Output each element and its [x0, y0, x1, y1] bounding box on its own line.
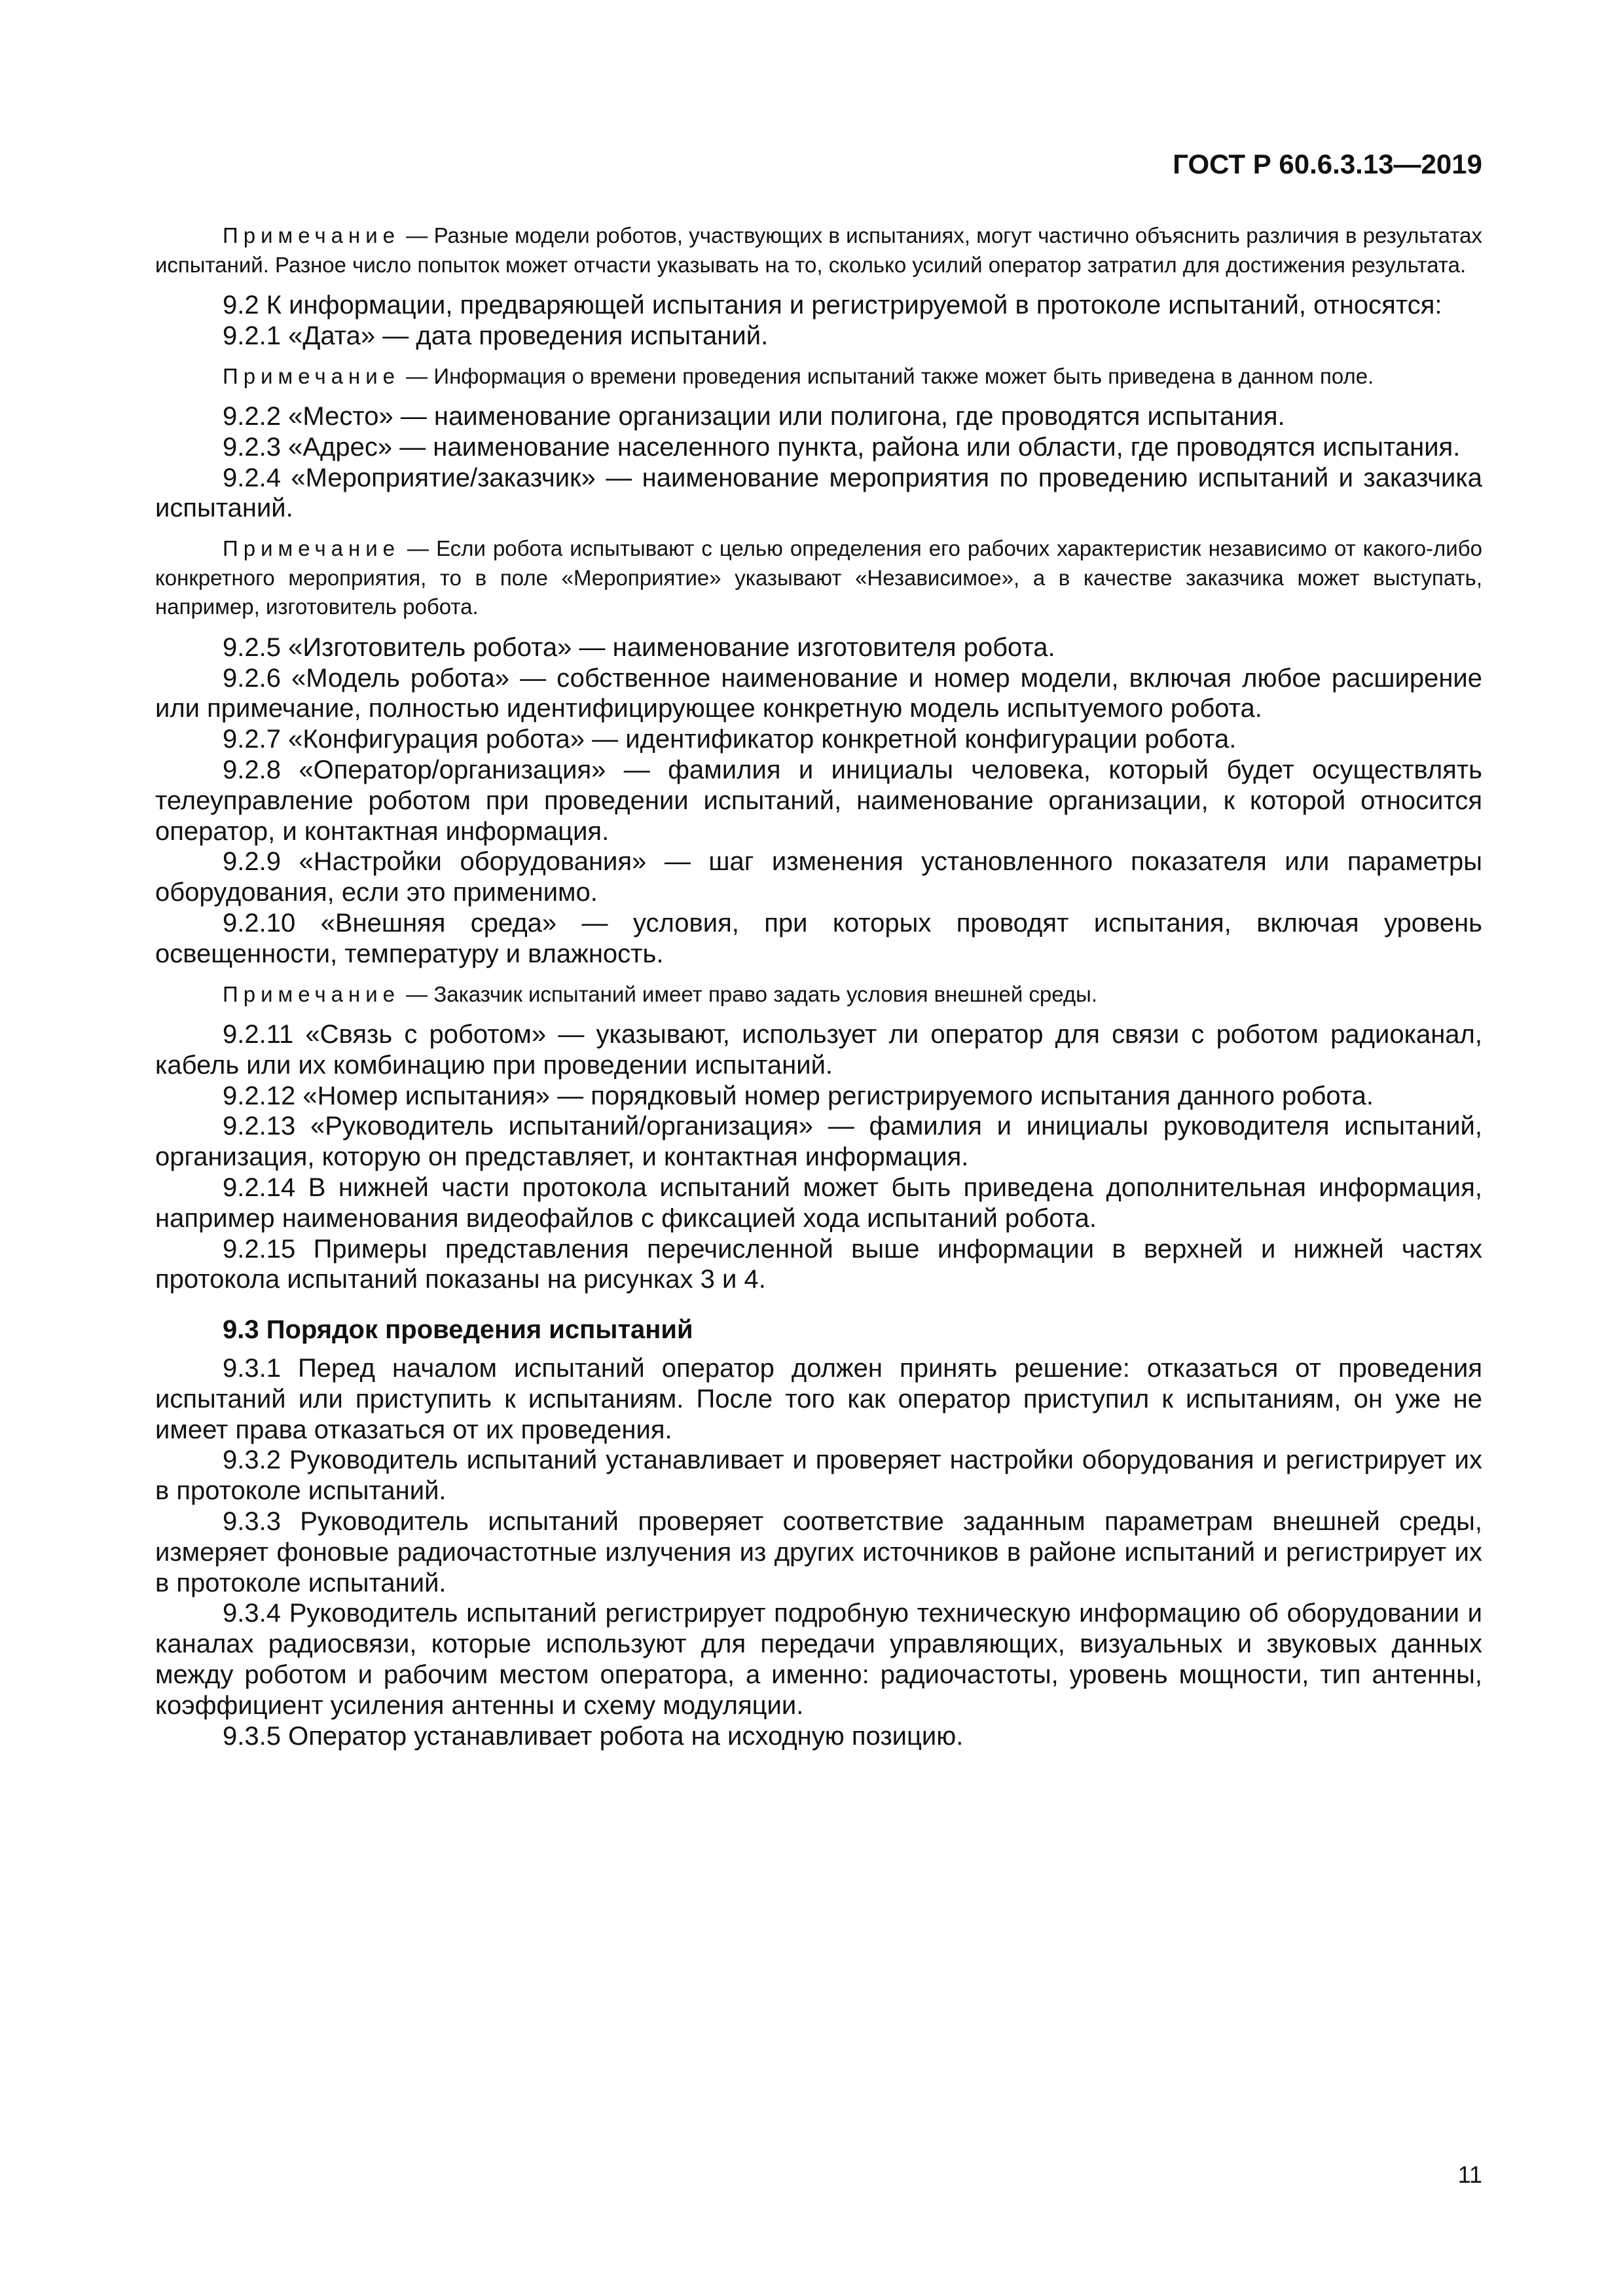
paragraph-9-2-11: 9.2.11 «Связь с роботом» — указывают, использует ли оператор для связи с роботом радиоканал, кабель или их комбинацию при проведении испытаний.	[155, 1020, 1482, 1080]
paragraph-9-2-5: 9.2.5 «Изготовитель робота» — наименование изготовителя робота.	[223, 632, 1055, 662]
note-label: Примечание	[223, 981, 401, 1006]
paragraph-9-3-2: 9.3.2 Руководитель испытаний устанавливает и проверяет настройки оборудования и регистрирует их в протоколе испытаний.	[155, 1446, 1482, 1506]
paragraph-9-3-4: 9.3.4 Руководитель испытаний регистрирует подробную техническую информацию об оборудовании и каналах радиосвязи, которые используют для передачи управляющих, визуальных и звуковых данных между роботом и рабочим местом оператора, а именно: радиочастоты, уровень мощности, тип антенны, коэффициент усиления антенны и схему модуляции.	[155, 1599, 1482, 1720]
paragraph-9-2-4: 9.2.4 «Мероприятие/заказчик» — наименование мероприятия по проведению испытаний и заказчика испытаний.	[155, 463, 1482, 523]
paragraph-9-2-6: 9.2.6 «Модель робота» — собственное наименование и номер модели, включая любое расширение или примечание, полностью идентифицирующее конкретную модель испытуемого робота.	[155, 663, 1482, 723]
paragraph-9-2-2: 9.2.2 «Место» — наименование организации или полигона, где проводятся испытания.	[223, 402, 1285, 431]
paragraph-9-2-14: 9.2.14 В нижней части протокола испытаний может быть приведена дополнительная информация, например наименования видеофайлов с фиксацией хода испытаний робота.	[155, 1173, 1482, 1233]
paragraph-9-2-1: 9.2.1 «Дата» — дата проведения испытаний.	[223, 321, 769, 350]
page-body	[155, 221, 1482, 1751]
page-number: 11	[1457, 2161, 1482, 2188]
note-3	[155, 534, 1482, 622]
note-text: — Разные модели роботов, участвующих в испытаниях, могут частично объяснить различия в результатах испытаний. Разное число попыток может отчасти указывать на то, сколько усилий оператор затратил для достижения результата.	[155, 223, 1482, 277]
paragraph-9-2-9: 9.2.9 «Настройки оборудования» — шаг изменения установленного показателя или параметры оборудования, если это применимо.	[155, 847, 1482, 907]
section-heading-9-3: 9.3 Порядок проведения испытаний	[223, 1315, 693, 1345]
paragraph-9-2-3: 9.2.3 «Адрес» — наименование населенного пункта, района или области, где проводятся испытания.	[223, 432, 1461, 462]
paragraph-9-2-12: 9.2.12 «Номер испытания» — порядковый номер регистрируемого испытания данного робота.	[223, 1081, 1374, 1110]
paragraph-9-2: 9.2 К информации, предваряющей испытания и регистрируемой в протоколе испытаний, относятся:	[223, 291, 1442, 319]
paragraph-9-2-13: 9.2.13 «Руководитель испытаний/организация» — фамилия и инициалы руководителя испытаний, организация, которую он представляет, и контактная информация.	[155, 1112, 1482, 1172]
note-text: — Информация о времени проведения испытаний также может быть приведена в данном поле.	[400, 363, 1374, 388]
note-text: — Если робота испытывают с целью определения его рабочих характеристик независимо от какого-либо конкретного мероприятия, то в поле «Мероприятие» указывают «Независимое», а в качестве заказчика может выступать, например, изготовитель робота.	[155, 536, 1482, 619]
paragraph-9-3-1: 9.3.1 Перед началом испытаний оператор должен принять решение: отказаться от проведения испытаний или приступить к испытаниям. После того как оператор приступил к испытаниям, он уже не имеет права отказаться от их проведения.	[155, 1354, 1482, 1444]
note-2	[155, 362, 1482, 392]
note-text: — Заказчик испытаний имеет право задать условия внешней среды.	[400, 981, 1098, 1006]
paragraph-9-2-8: 9.2.8 «Оператор/организация» — фамилия и инициалы человека, который будет осуществлять телеуправление роботом при проведении испытаний, наименование организации, к которой относится оператор, и контактная информация.	[155, 755, 1482, 846]
paragraph-9-2-10: 9.2.10 «Внешняя среда» — условия, при которых проводят испытания, включая уровень освещенности, температуру и влажность.	[155, 908, 1482, 968]
note-label: Примечание	[223, 223, 401, 247]
paragraph-9-2-7: 9.2.7 «Конфигурация робота» — идентификатор конкретной конфигурации робота.	[223, 725, 1237, 754]
note-1	[155, 221, 1482, 280]
paragraph-9-2-15: 9.2.15 Примеры представления перечисленной выше информации в верхней и нижней частях протокола испытаний показаны на рисунках 3 и 4.	[155, 1234, 1482, 1294]
note-4	[155, 980, 1482, 1010]
document-designation: ГОСТ Р 60.6.3.13—2019	[1173, 149, 1482, 179]
note-label: Примечание	[223, 363, 401, 388]
paragraph-9-3-5: 9.3.5 Оператор устанавливает робота на исходную позицию.	[223, 1721, 964, 1751]
paragraph-9-3-3: 9.3.3 Руководитель испытаний проверяет соответствие заданным параметрам внешней среды, измеряет фоновые радиочастотные излучения из других источников в районе испытаний и регистрирует их в протоколе испытаний.	[155, 1507, 1482, 1597]
note-label: Примечание	[223, 536, 401, 561]
